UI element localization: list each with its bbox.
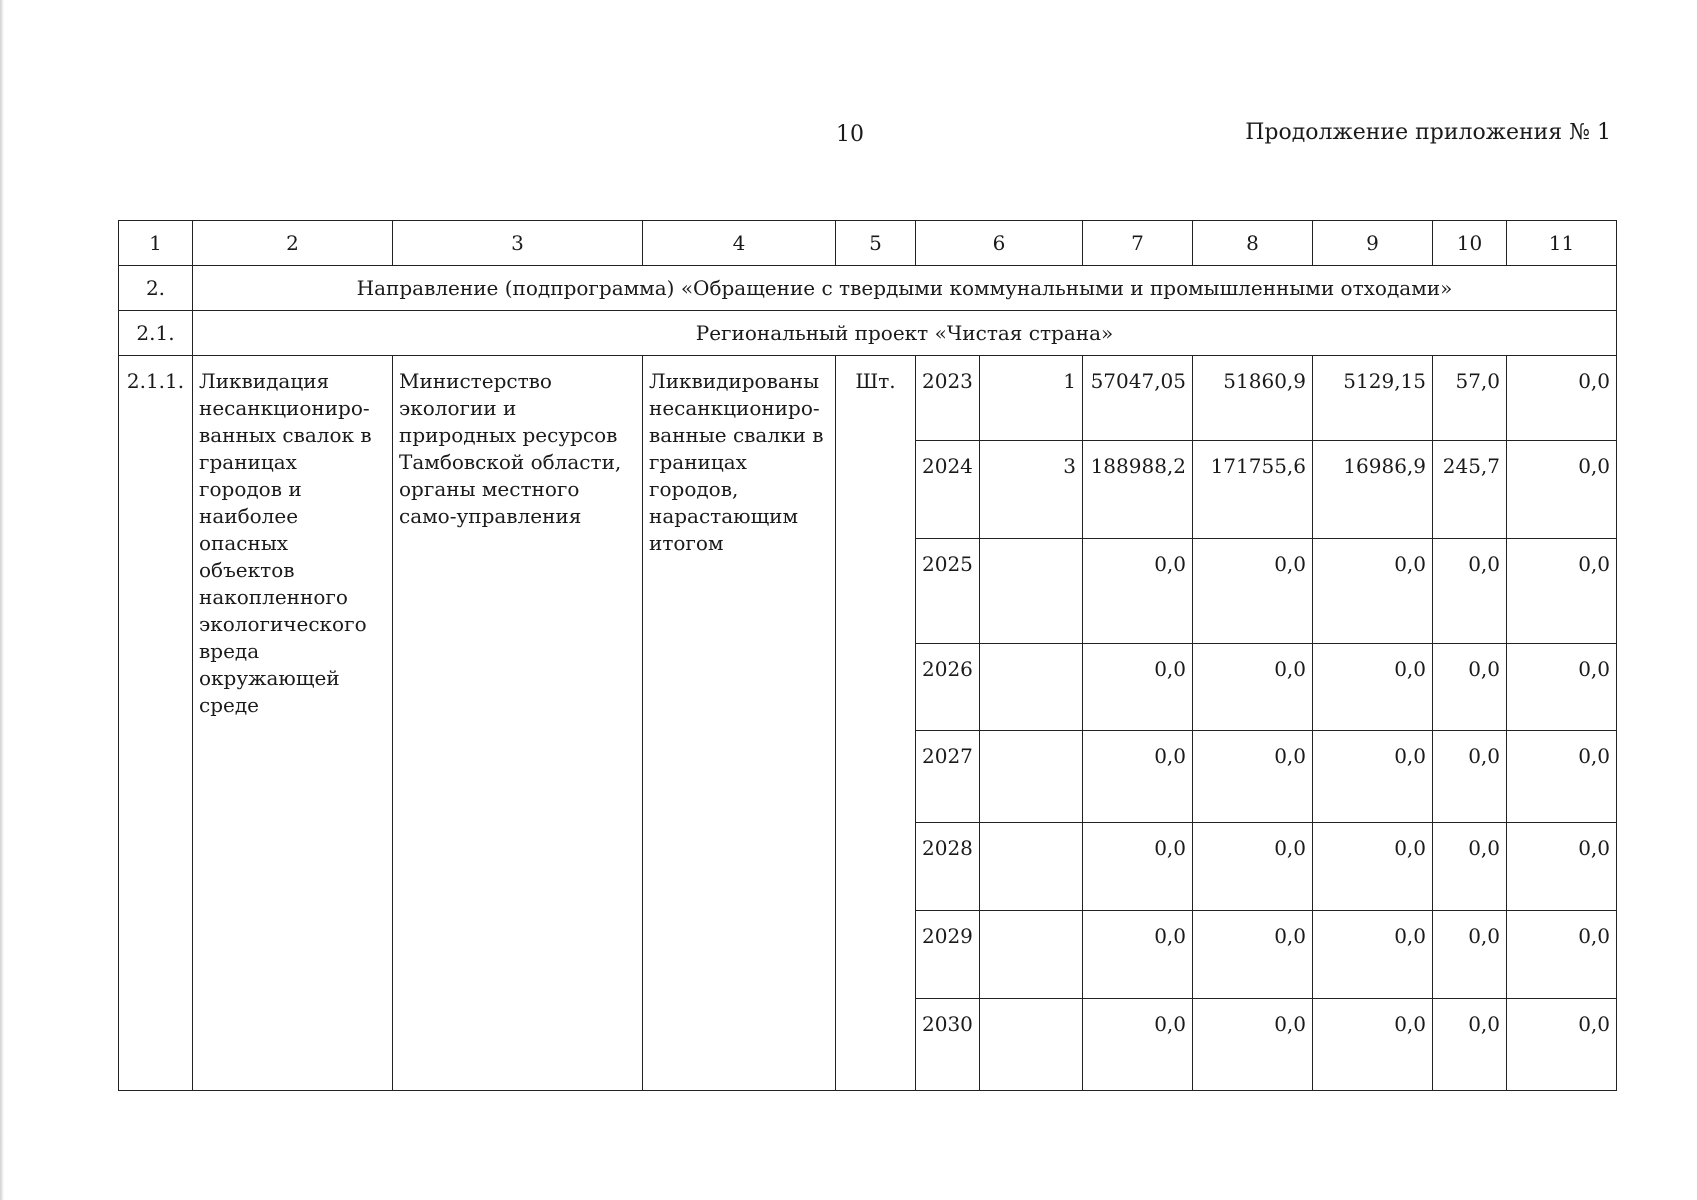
value-cell: 0,0 <box>1507 356 1617 441</box>
value-cell: 0,0 <box>1193 823 1313 911</box>
value-cell: 0,0 <box>1313 999 1433 1091</box>
value-cell: 0,0 <box>1083 823 1193 911</box>
target-cell <box>980 731 1083 823</box>
subsection-title: Региональный проект «Чистая страна» <box>193 311 1617 356</box>
year-cell: 2025 <box>916 539 980 644</box>
year-cell: 2026 <box>916 644 980 731</box>
subsection-number: 2.1. <box>119 311 193 356</box>
target-cell <box>980 823 1083 911</box>
value-cell: 0,0 <box>1083 731 1193 823</box>
value-cell: 245,7 <box>1433 441 1507 539</box>
column-number: 10 <box>1433 221 1507 266</box>
page-number: 10 <box>836 122 864 147</box>
year-cell: 2027 <box>916 731 980 823</box>
value-cell: 0,0 <box>1193 539 1313 644</box>
column-number: 8 <box>1193 221 1313 266</box>
column-number: 11 <box>1507 221 1617 266</box>
target-cell: 3 <box>980 441 1083 539</box>
target-cell: 1 <box>980 356 1083 441</box>
value-cell: 0,0 <box>1507 999 1617 1091</box>
column-number: 2 <box>193 221 393 266</box>
value-cell: 0,0 <box>1313 823 1433 911</box>
value-cell: 0,0 <box>1507 911 1617 999</box>
column-number: 3 <box>393 221 643 266</box>
value-cell: 16986,9 <box>1313 441 1433 539</box>
year-cell: 2030 <box>916 999 980 1091</box>
target-cell <box>980 644 1083 731</box>
value-cell: 0,0 <box>1507 539 1617 644</box>
column-number-row <box>119 221 1617 266</box>
item-result: Ликвидированы несанкциониро-ванные свалки в границах городов, нарастающим итогом <box>643 356 836 1091</box>
column-number: 4 <box>643 221 836 266</box>
value-cell: 0,0 <box>1083 911 1193 999</box>
value-cell: 57,0 <box>1433 356 1507 441</box>
value-cell: 0,0 <box>1313 644 1433 731</box>
value-cell: 0,0 <box>1433 644 1507 731</box>
value-cell: 0,0 <box>1433 539 1507 644</box>
section-row <box>119 266 1617 311</box>
value-cell: 0,0 <box>1433 999 1507 1091</box>
item-unit: Шт. <box>836 356 916 1091</box>
value-cell: 0,0 <box>1193 999 1313 1091</box>
value-cell: 5129,15 <box>1313 356 1433 441</box>
value-cell: 0,0 <box>1313 539 1433 644</box>
table-row <box>119 356 1617 441</box>
item-number: 2.1.1. <box>119 356 193 1091</box>
value-cell: 0,0 <box>1433 823 1507 911</box>
value-cell: 171755,6 <box>1193 441 1313 539</box>
column-number: 6 <box>916 221 1083 266</box>
year-cell: 2024 <box>916 441 980 539</box>
value-cell: 0,0 <box>1507 441 1617 539</box>
column-number: 1 <box>119 221 193 266</box>
value-cell: 57047,05 <box>1083 356 1193 441</box>
value-cell: 0,0 <box>1193 731 1313 823</box>
value-cell: 188988,2 <box>1083 441 1193 539</box>
value-cell: 0,0 <box>1193 644 1313 731</box>
column-number: 7 <box>1083 221 1193 266</box>
value-cell: 0,0 <box>1083 539 1193 644</box>
value-cell: 0,0 <box>1507 731 1617 823</box>
target-cell <box>980 999 1083 1091</box>
target-cell <box>980 539 1083 644</box>
value-cell: 51860,9 <box>1193 356 1313 441</box>
target-cell <box>980 911 1083 999</box>
year-cell: 2023 <box>916 356 980 441</box>
section-number: 2. <box>119 266 193 311</box>
value-cell: 0,0 <box>1433 911 1507 999</box>
continuation-label: Продолжение приложения № 1 <box>1245 120 1611 145</box>
value-cell: 0,0 <box>1193 911 1313 999</box>
column-number: 9 <box>1313 221 1433 266</box>
year-cell: 2029 <box>916 911 980 999</box>
item-name: Ликвидация несанкциониро-ванных свалок в границах городов и наиболее опасных объектов накопленного экологического вреда окружающей среде <box>193 356 393 1091</box>
item-executor: Министерство экологии и природных ресурсов Тамбовской области, органы местного само-управления <box>393 356 643 1091</box>
value-cell: 0,0 <box>1433 731 1507 823</box>
year-cell: 2028 <box>916 823 980 911</box>
value-cell: 0,0 <box>1507 644 1617 731</box>
value-cell: 0,0 <box>1083 999 1193 1091</box>
value-cell: 0,0 <box>1507 823 1617 911</box>
scan-edge <box>0 0 4 1200</box>
subsection-row <box>119 311 1617 356</box>
value-cell: 0,0 <box>1313 731 1433 823</box>
program-table <box>118 220 1617 1091</box>
value-cell: 0,0 <box>1083 644 1193 731</box>
column-number: 5 <box>836 221 916 266</box>
section-title: Направление (подпрограмма) «Обращение с твердыми коммунальными и промышленными отходами» <box>193 266 1617 311</box>
value-cell: 0,0 <box>1313 911 1433 999</box>
